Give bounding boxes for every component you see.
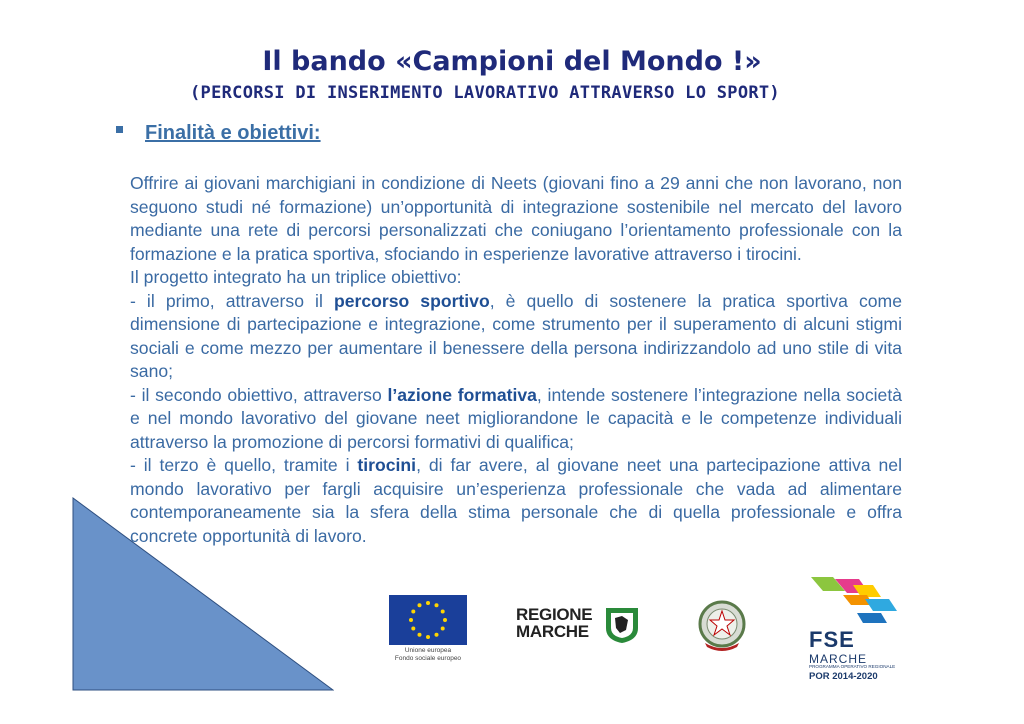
paragraph-intro: Offrire ai giovani marchigiani in condizione di Neets (giovani fino a 29 anni che non lavorano, non seguono studi né formazione) un’opportunità di integrazione sostenibile nel mercato del lavoro mediante una rete di percorsi personalizzati che coniugano l’orientamento professionale con la formazione e la pratica sportiva, sfociando in esperienze lavorative attraverso i tirocini. [130, 173, 902, 264]
eu-flag-icon [389, 595, 467, 645]
objective-item-3: - il terzo è quello, tramite i tirocini, di far avere, al giovane neet una partecipazione attiva nel mondo lavorativo per fargli acquisire un’esperienza professionale che vada ad alimentare contemporaneamente sia la sfera della stima personale che di quella professionale e offra concrete opportunità di lavoro. [130, 455, 902, 546]
regione-marche-logo [516, 606, 592, 640]
fse-program-label: PROGRAMMA OPERATIVO REGIONALE [809, 664, 896, 669]
eu-caption: Unione europea Fondo sociale europeo [394, 647, 462, 662]
fse-title: FSE [809, 627, 855, 652]
page-title: Il bando «Campioni del Mondo !» [262, 46, 762, 77]
paragraph-objective: Il progetto integrato ha un triplice obiettivo: [130, 267, 462, 287]
fse-por-label: POR 2014-2020 [809, 671, 878, 682]
objective-item-2: - il secondo obiettivo, attraverso l’azione formativa, intende sostenere l’integrazione nella società e nel mondo lavorativo del giovane neet migliorandone le capacità e le competenze individuali attraverso la promozione di percorsi formativi di qualifica; [130, 384, 903, 452]
regione-shield-icon [604, 606, 640, 644]
italian-republic-emblem-icon [697, 599, 747, 653]
objective-item-1: - il primo, attraverso il percorso sportivo, è quello di sostenere la pratica sportiva come dimensione di partecipazione e integrazione, come strumento per il superamento di alcuni stigmi sociali e come mezzo per aumentare il benessere della persona indirizzandolo ad uno stile di vita sano; [130, 290, 902, 381]
body-text [130, 172, 902, 548]
decorative-triangle [72, 497, 334, 691]
page-subtitle: (PERCORSI DI INSERIMENTO LAVORATIVO ATTRAVERSO LO SPORT) [190, 83, 780, 103]
section-heading [130, 122, 321, 145]
section-label: Finalità e obiettivi: [145, 122, 321, 144]
regione-logo-text: REGIONE MARCHE [516, 605, 593, 641]
fse-subtitle: MARCHE [809, 652, 868, 666]
bullet-icon [116, 126, 123, 133]
eu-logo [389, 595, 467, 663]
fse-shapes-icon [807, 575, 899, 631]
